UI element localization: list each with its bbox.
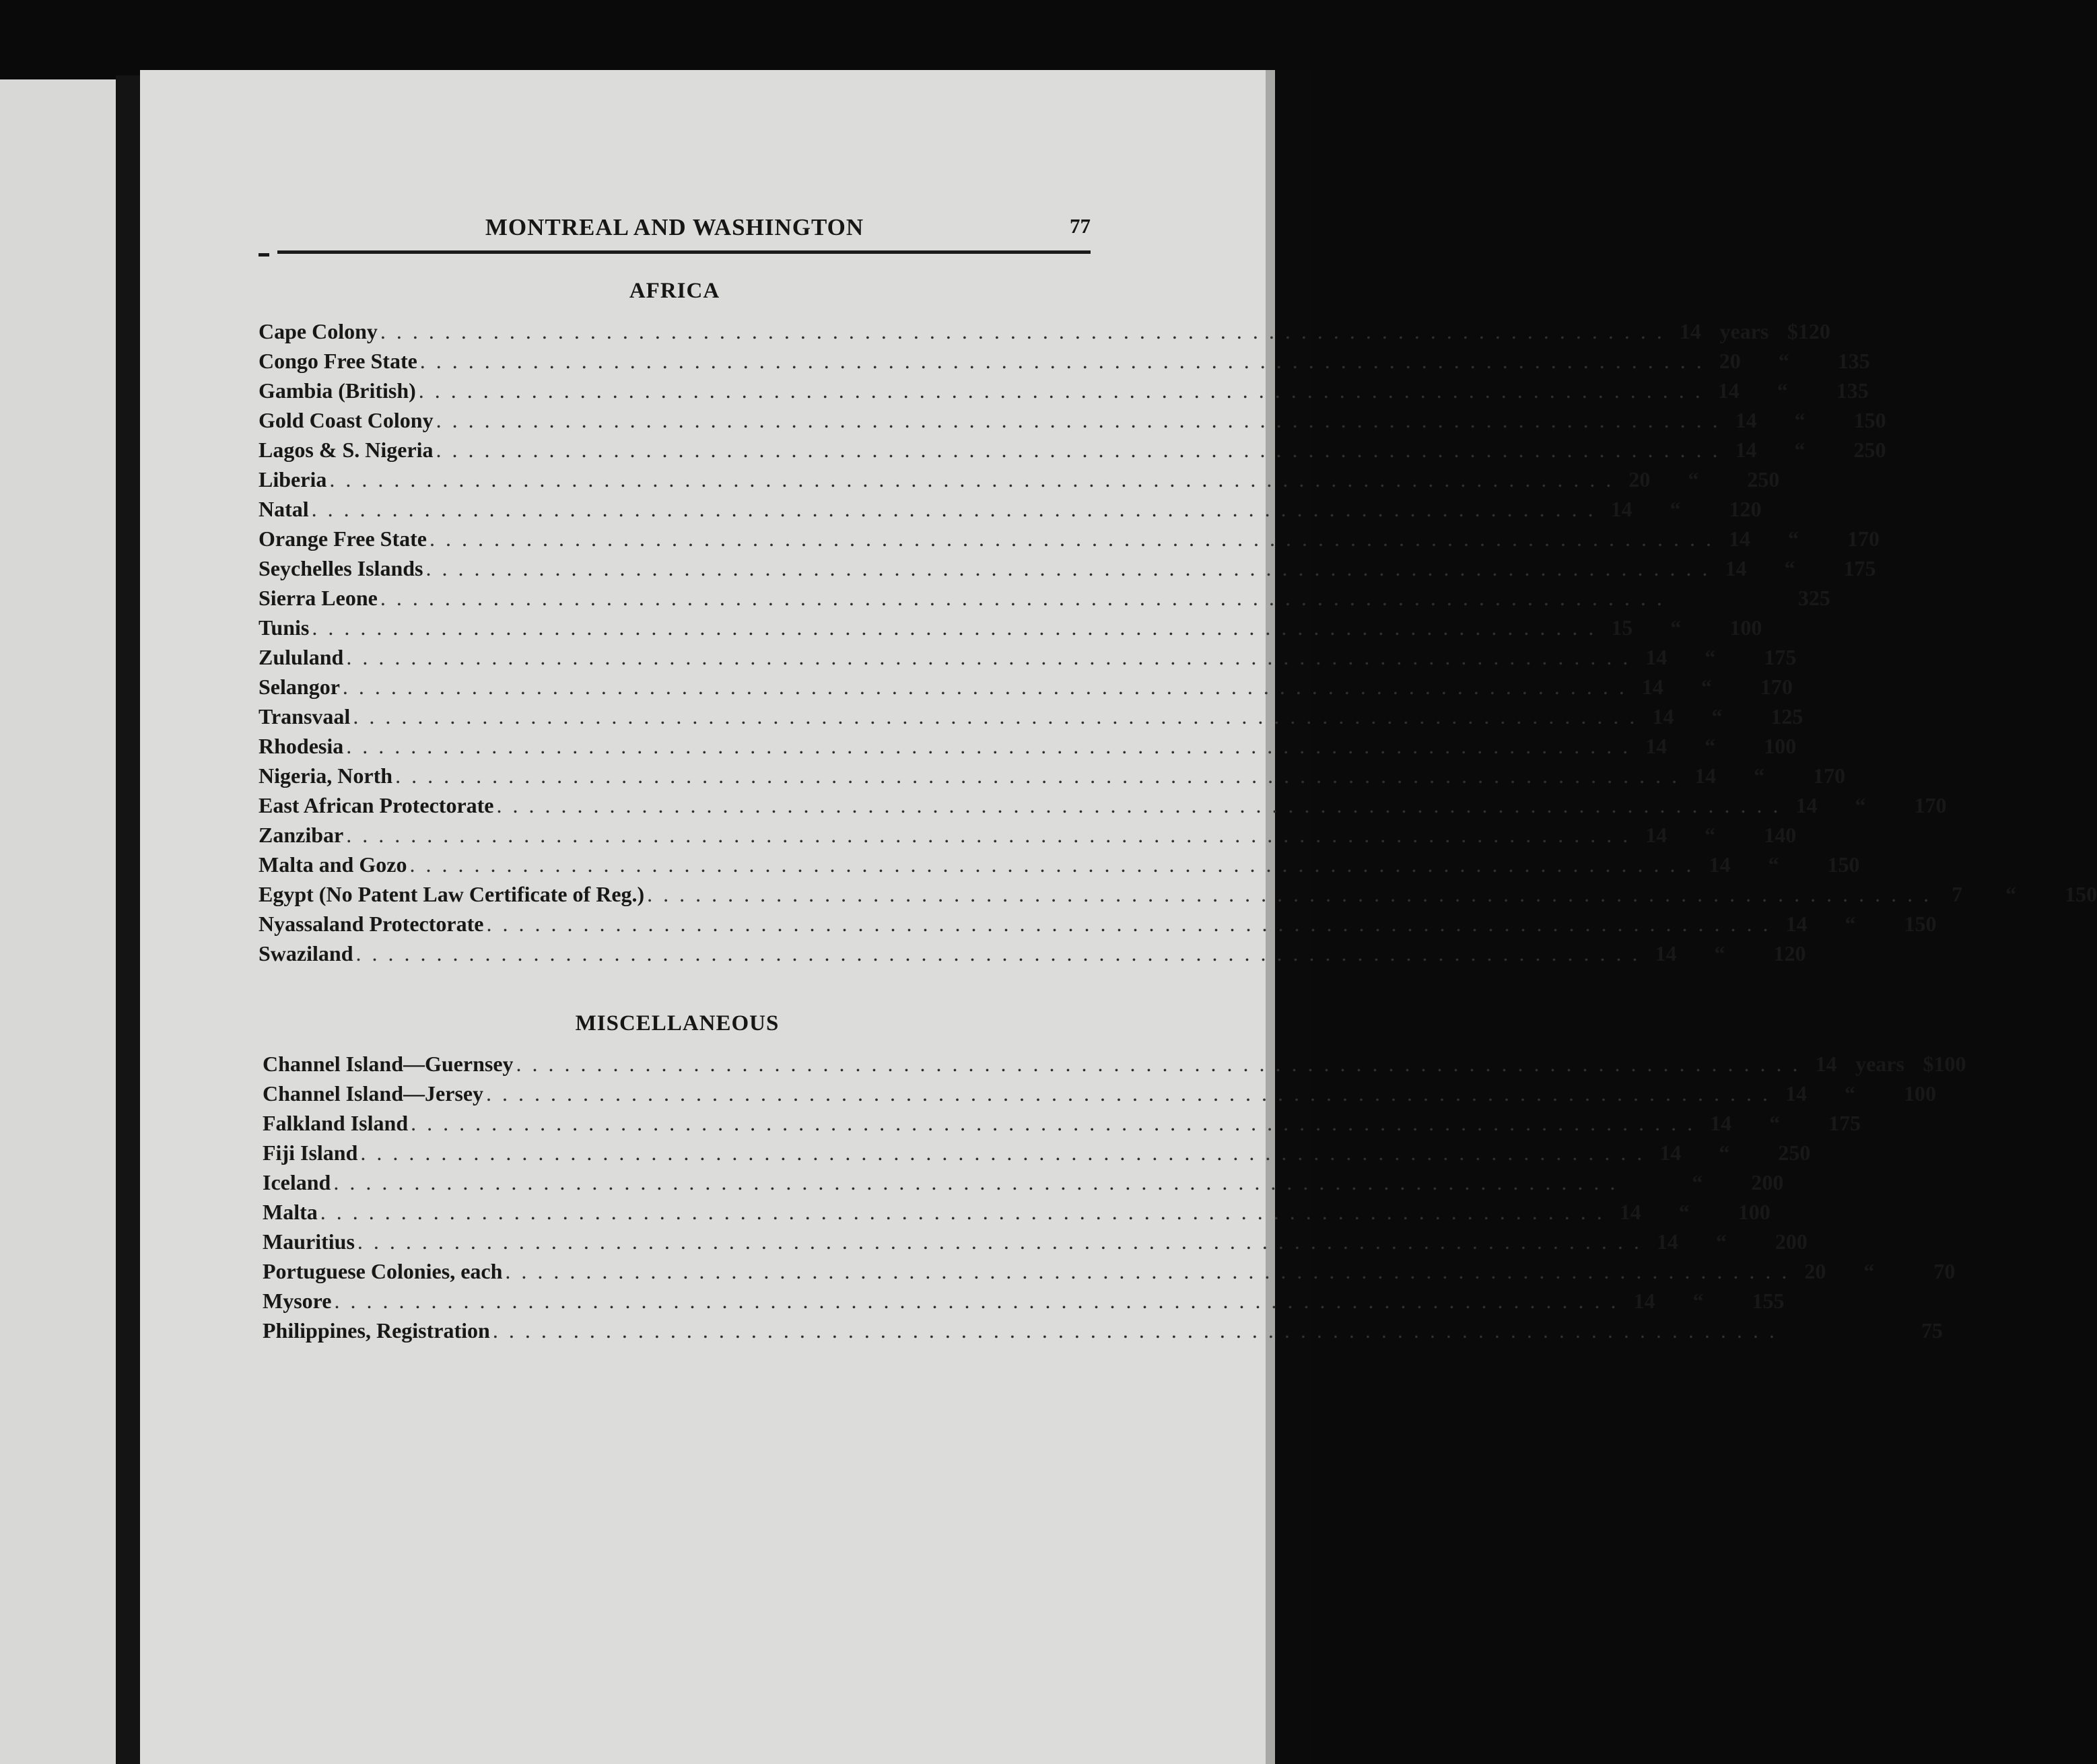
fee-amount: 100 xyxy=(1904,1081,1937,1106)
country-name: Egypt (No Patent Law Certificate of Reg.) xyxy=(259,882,645,906)
table-row xyxy=(259,734,1797,764)
term-unit: “ xyxy=(1787,527,1799,551)
country-name: Malta and Gozo xyxy=(259,852,407,877)
leader-dots: . . . . . . . . . . . . . . . . . . . . . . . . . . . . . . . . . . . . . . . . . . . . . . . . . . . . . . . . . . . . . . . . . . . . . . . . . . . . . . . . xyxy=(333,1170,1618,1194)
term-years: 14 xyxy=(1610,497,1632,521)
term-years: 14 xyxy=(1659,1141,1682,1165)
table-row xyxy=(259,764,1846,793)
term-unit: “ xyxy=(1700,675,1712,699)
country-name: Channel Island—Guernsey xyxy=(263,1052,514,1076)
table-row xyxy=(259,586,1830,615)
term-unit: “ xyxy=(1855,793,1866,817)
term-unit: “ xyxy=(1769,1111,1781,1135)
term-years: 14 xyxy=(1735,438,1757,462)
table-row xyxy=(263,1141,1811,1170)
table-row xyxy=(259,912,1937,941)
table-row xyxy=(259,438,1886,467)
country-name: Philippines, Registration xyxy=(263,1318,490,1343)
fee-amount: 250 xyxy=(1747,467,1780,491)
term-unit: “ xyxy=(1705,645,1716,669)
term-years: 14 xyxy=(1709,852,1731,877)
term-years: 14 xyxy=(1694,764,1717,788)
term-years: 14 xyxy=(1710,1111,1732,1135)
country-name: Falkland Island xyxy=(263,1111,409,1135)
table-row xyxy=(259,704,1803,734)
fee-amount: 140 xyxy=(1764,823,1797,847)
table-row xyxy=(263,1111,1861,1141)
table-row xyxy=(259,793,1947,823)
term-unit: “ xyxy=(1705,823,1716,847)
fee-amount: 200 xyxy=(1751,1170,1784,1194)
fee-amount: 175 xyxy=(1828,1111,1861,1135)
fee-amount: 100 xyxy=(1729,615,1762,640)
table-row xyxy=(263,1170,1784,1200)
book-spine xyxy=(116,75,140,1764)
term-years: 7 xyxy=(1952,882,1963,906)
fee-amount: 135 xyxy=(1837,349,1870,373)
leader-dots: . . . . . . . . . . . . . . . . . . . . . . . . . . . . . . . . . . . . . . . . . . . . . . . . . . . . . . . . . . . . . . . . . . . . . . . . . . . . . . . . xyxy=(395,764,1680,788)
leader-dots: . . . . . . . . . . . . . . . . . . . . . . . . . . . . . . . . . . . . . . . . . . . . . . . . . . . . . . . . . . . . . . . . . . . . . . . . . . . . . . . . xyxy=(355,941,1641,965)
fee-amount: 135 xyxy=(1836,378,1869,403)
country-name: Iceland xyxy=(263,1170,331,1194)
term-unit: “ xyxy=(2005,882,2017,906)
fee-amount: 155 xyxy=(1752,1289,1785,1313)
leader-dots: . . . . . . . . . . . . . . . . . . . . . . . . . . . . . . . . . . . . . . . . . . . . . . . . . . . . . . . . . . . . . . . . . . . . . . . . . . . . . . . . xyxy=(346,734,1631,758)
leader-dots: . . . . . . . . . . . . . . . . . . . . . . . . . . . . . . . . . . . . . . . . . . . . . . . . . . . . . . . . . . . . . . . . . . . . . . . . . . . . . . . . xyxy=(516,1052,1801,1076)
country-name: Liberia xyxy=(259,467,327,491)
fee-amount: 100 xyxy=(1738,1200,1771,1224)
head-rule xyxy=(277,250,1091,254)
page-number: 77 xyxy=(1070,214,1091,238)
leader-dots: . . . . . . . . . . . . . . . . . . . . . . . . . . . . . . . . . . . . . . . . . . . . . . . . . . . . . . . . . . . . . . . . . . . . . . . . . . . . . . . . xyxy=(436,438,1721,462)
country-name: Cape Colony xyxy=(259,319,378,343)
fee-amount: 75 xyxy=(1921,1318,1943,1343)
table-row xyxy=(259,556,1876,586)
term-unit: years xyxy=(1855,1052,1904,1076)
term-years: 14 xyxy=(1655,941,1677,965)
country-name: Mysore xyxy=(263,1289,332,1313)
fee-amount: 150 xyxy=(1904,912,1937,936)
leader-dots: . . . . . . . . . . . . . . . . . . . . . . . . . . . . . . . . . . . . . . . . . . . . . . . . . . . . . . . . . . . . . . . . . . . . . . . . . . . . . . . . xyxy=(360,1141,1645,1165)
term-years: 14 xyxy=(1717,378,1740,403)
table-row xyxy=(263,1200,1771,1229)
country-name: Channel Island—Jersey xyxy=(263,1081,484,1106)
term-years: 14 xyxy=(1652,704,1674,728)
term-unit: years xyxy=(1719,319,1769,343)
term-years: 14 xyxy=(1815,1052,1837,1076)
term-years: 14 xyxy=(1633,1289,1655,1313)
leader-dots: . . . . . . . . . . . . . . . . . . . . . . . . . . . . . . . . . . . . . . . . . . . . . . . . . . . . . . . . . . . . . . . . . . . . . . . . . . . . . . . . xyxy=(505,1259,1790,1283)
country-name: Rhodesia xyxy=(259,734,344,758)
leader-dots: . . . . . . . . . . . . . . . . . . . . . . . . . . . . . . . . . . . . . . . . . . . . . . . . . . . . . . . . . . . . . . . . . . . . . . . . . . . . . . . . xyxy=(334,1289,1619,1313)
leader-dots: . . . . . . . . . . . . . . . . . . . . . . . . . . . . . . . . . . . . . . . . . . . . . . . . . . . . . . . . . . . . . . . . . . . . . . . . . . . . . . . . xyxy=(425,556,1711,580)
country-name: Portuguese Colonies, each xyxy=(263,1259,503,1283)
term-unit: “ xyxy=(1784,556,1795,580)
table-row xyxy=(259,823,1797,852)
facing-page-edge xyxy=(0,79,120,1764)
fee-amount: 325 xyxy=(1797,586,1830,610)
term-unit: “ xyxy=(1715,1229,1727,1254)
leader-dots: . . . . . . . . . . . . . . . . . . . . . . . . . . . . . . . . . . . . . . . . . . . . . . . . . . . . . . . . . . . . . . . . . . . . . . . . . . . . . . . . xyxy=(418,378,1703,403)
country-name: Gambia (British) xyxy=(259,378,416,403)
table-row xyxy=(259,527,1880,556)
fee-amount: 150 xyxy=(2065,882,2097,906)
country-name: Nyassaland Protectorate xyxy=(259,912,484,936)
leader-dots: . . . . . . . . . . . . . . . . . . . . . . . . . . . . . . . . . . . . . . . . . . . . . . . . . . . . . . . . . . . . . . . . . . . . . . . . . . . . . . . . xyxy=(409,852,1694,877)
table-row xyxy=(259,497,1762,527)
country-name: Zululand xyxy=(259,645,344,669)
term-unit: “ xyxy=(1705,734,1716,758)
leader-dots: . . . . . . . . . . . . . . . . . . . . . . . . . . . . . . . . . . . . . . . . . . . . . . . . . . . . . . . . . . . . . . . . . . . . . . . . . . . . . . . . xyxy=(380,319,1665,343)
term-years: 14 xyxy=(1656,1229,1678,1254)
leader-dots: . . . . . . . . . . . . . . . . . . . . . . . . . . . . . . . . . . . . . . . . . . . . . . . . . . . . . . . . . . . . . . . . . . . . . . . . . . . . . . . . xyxy=(486,1081,1771,1106)
fee-amount: 150 xyxy=(1827,852,1860,877)
country-name: Nigeria, North xyxy=(259,764,393,788)
running-head xyxy=(259,214,1091,248)
fee-amount: 170 xyxy=(1847,527,1880,551)
table-row xyxy=(263,1229,1808,1259)
fee-amount: 125 xyxy=(1771,704,1803,728)
term-years: 20 xyxy=(1719,349,1741,373)
table-row xyxy=(259,319,1830,349)
fee-amount: 200 xyxy=(1775,1229,1808,1254)
term-unit: “ xyxy=(1714,941,1725,965)
leader-dots: . . . . . . . . . . . . . . . . . . . . . . . . . . . . . . . . . . . . . . . . . . . . . . . . . . . . . . . . . . . . . . . . . . . . . . . . . . . . . . . . xyxy=(380,586,1665,610)
country-name: East African Protectorate xyxy=(259,793,494,817)
table-row xyxy=(259,852,1860,882)
head-rule-mark xyxy=(259,253,269,257)
leader-dots: . . . . . . . . . . . . . . . . . . . . . . . . . . . . . . . . . . . . . . . . . . . . . . . . . . . . . . . . . . . . . . . . . . . . . . . . . . . . . . . . xyxy=(436,408,1721,432)
country-name: Zanzibar xyxy=(259,823,344,847)
fee-amount: 70 xyxy=(1933,1259,1956,1283)
term-years: 14 xyxy=(1679,319,1701,343)
term-unit: “ xyxy=(1692,1289,1704,1313)
leader-dots: . . . . . . . . . . . . . . . . . . . . . . . . . . . . . . . . . . . . . . . . . . . . . . . . . . . . . . . . . . . . . . . . . . . . . . . . . . . . . . . . xyxy=(346,645,1631,669)
fee-amount: 150 xyxy=(1853,408,1886,432)
table-row xyxy=(259,467,1780,497)
term-unit: “ xyxy=(1768,852,1779,877)
term-years: 14 xyxy=(1645,734,1668,758)
country-name: Tunis xyxy=(259,615,310,640)
country-name: Selangor xyxy=(259,675,340,699)
term-unit: “ xyxy=(1863,1259,1875,1283)
table-row xyxy=(263,1052,1966,1081)
term-years: 14 xyxy=(1725,556,1747,580)
term-years: 20 xyxy=(1804,1259,1826,1283)
term-years: 14 xyxy=(1645,645,1668,669)
leader-dots: . . . . . . . . . . . . . . . . . . . . . . . . . . . . . . . . . . . . . . . . . . . . . . . . . . . . . . . . . . . . . . . . . . . . . . . . . . . . . . . . xyxy=(486,912,1771,936)
fee-amount: 100 xyxy=(1764,734,1797,758)
leader-dots: . . . . . . . . . . . . . . . . . . . . . . . . . . . . . . . . . . . . . . . . . . . . . . . . . . . . . . . . . . . . . . . . . . . . . . . . . . . . . . . . xyxy=(342,675,1627,699)
leader-dots: . . . . . . . . . . . . . . . . . . . . . . . . . . . . . . . . . . . . . . . . . . . . . . . . . . . . . . . . . . . . . . . . . . . . . . . . . . . . . . . . xyxy=(647,882,1932,906)
term-unit: “ xyxy=(1711,704,1723,728)
leader-dots: . . . . . . . . . . . . . . . . . . . . . . . . . . . . . . . . . . . . . . . . . . . . . . . . . . . . . . . . . . . . . . . . . . . . . . . . . . . . . . . . xyxy=(320,1200,1605,1224)
table-row xyxy=(259,349,1870,378)
leader-dots: . . . . . . . . . . . . . . . . . . . . . . . . . . . . . . . . . . . . . . . . . . . . . . . . . . . . . . . . . . . . . . . . . . . . . . . . . . . . . . . . xyxy=(357,1229,1642,1254)
africa-entry-list xyxy=(259,319,2097,971)
term-years: 14 xyxy=(1645,823,1668,847)
section-heading-miscellaneous: MISCELLANEOUS xyxy=(575,1011,780,1036)
table-row xyxy=(259,941,1806,971)
country-name: Swaziland xyxy=(259,941,353,965)
section-heading-africa: AFRICA xyxy=(629,279,720,303)
table-row xyxy=(259,882,2097,912)
table-row xyxy=(259,675,1793,704)
term-years: 20 xyxy=(1628,467,1651,491)
leader-dots: . . . . . . . . . . . . . . . . . . . . . . . . . . . . . . . . . . . . . . . . . . . . . . . . . . . . . . . . . . . . . . . . . . . . . . . . . . . . . . . . xyxy=(419,349,1705,373)
running-head-title: MONTREAL AND WASHINGTON xyxy=(485,214,864,240)
leader-dots: . . . . . . . . . . . . . . . . . . . . . . . . . . . . . . . . . . . . . . . . . . . . . . . . . . . . . . . . . . . . . . . . . . . . . . . . . . . . . . . . xyxy=(346,823,1631,847)
miscellaneous-entry-list xyxy=(263,1052,1966,1348)
country-name: Sierra Leone xyxy=(259,586,378,610)
term-unit: “ xyxy=(1777,378,1788,403)
term-unit: “ xyxy=(1845,1081,1856,1106)
leader-dots: . . . . . . . . . . . . . . . . . . . . . . . . . . . . . . . . . . . . . . . . . . . . . . . . . . . . . . . . . . . . . . . . . . . . . . . . . . . . . . . . xyxy=(411,1111,1696,1135)
term-unit: “ xyxy=(1794,438,1806,462)
fee-amount: 250 xyxy=(1778,1141,1811,1165)
fee-amount: 175 xyxy=(1843,556,1876,580)
country-name: Lagos & S. Nigeria xyxy=(259,438,434,462)
table-row xyxy=(263,1289,1785,1318)
term-unit: “ xyxy=(1719,1141,1730,1165)
leader-dots: . . . . . . . . . . . . . . . . . . . . . . . . . . . . . . . . . . . . . . . . . . . . . . . . . . . . . . . . . . . . . . . . . . . . . . . . . . . . . . . . xyxy=(429,527,1714,551)
fee-amount: 170 xyxy=(1813,764,1846,788)
leader-dots: . . . . . . . . . . . . . . . . . . . . . . . . . . . . . . . . . . . . . . . . . . . . . . . . . . . . . . . . . . . . . . . . . . . . . . . . . . . . . . . . xyxy=(311,497,1596,521)
term-unit: “ xyxy=(1845,912,1856,936)
fee-amount: 120 xyxy=(1729,497,1762,521)
leader-dots: . . . . . . . . . . . . . . . . . . . . . . . . . . . . . . . . . . . . . . . . . . . . . . . . . . . . . . . . . . . . . . . . . . . . . . . . . . . . . . . . xyxy=(329,467,1614,491)
term-years: 14 xyxy=(1728,527,1750,551)
term-unit: “ xyxy=(1678,1200,1690,1224)
table-row xyxy=(259,408,1886,438)
term-unit: “ xyxy=(1670,497,1681,521)
table-row xyxy=(263,1081,1937,1111)
country-name: Gold Coast Colony xyxy=(259,408,434,432)
leader-dots: . . . . . . . . . . . . . . . . . . . . . . . . . . . . . . . . . . . . . . . . . . . . . . . . . . . . . . . . . . . . . . . . . . . . . . . . . . . . . . . . xyxy=(492,1318,1777,1343)
country-name: Mauritius xyxy=(263,1229,355,1254)
term-unit: “ xyxy=(1754,764,1765,788)
table-row xyxy=(259,615,1762,645)
leader-dots: . . . . . . . . . . . . . . . . . . . . . . . . . . . . . . . . . . . . . . . . . . . . . . . . . . . . . . . . . . . . . . . . . . . . . . . . . . . . . . . . xyxy=(496,793,1781,817)
fee-amount: $120 xyxy=(1787,319,1830,343)
term-years: 14 xyxy=(1795,793,1818,817)
country-name: Seychelles Islands xyxy=(259,556,423,580)
term-years: 14 xyxy=(1735,408,1757,432)
leader-dots: . . . . . . . . . . . . . . . . . . . . . . . . . . . . . . . . . . . . . . . . . . . . . . . . . . . . . . . . . . . . . . . . . . . . . . . . . . . . . . . . xyxy=(353,704,1638,728)
table-row xyxy=(263,1318,1943,1348)
term-unit: “ xyxy=(1670,615,1682,640)
country-name: Orange Free State xyxy=(259,527,427,551)
table-row xyxy=(263,1259,1956,1289)
term-years: 14 xyxy=(1785,1081,1808,1106)
term-unit: “ xyxy=(1778,349,1789,373)
country-name: Congo Free State xyxy=(259,349,417,373)
fee-amount: $100 xyxy=(1923,1052,1966,1076)
term-unit: “ xyxy=(1794,408,1806,432)
country-name: Malta xyxy=(263,1200,318,1224)
fee-amount: 175 xyxy=(1764,645,1797,669)
term-unit: “ xyxy=(1692,1170,1703,1194)
fee-amount: 120 xyxy=(1773,941,1806,965)
fee-amount: 250 xyxy=(1853,438,1886,462)
country-name: Fiji Island xyxy=(263,1141,358,1165)
country-name: Transvaal xyxy=(259,704,351,728)
table-row xyxy=(259,645,1797,675)
term-years: 14 xyxy=(1641,675,1663,699)
leader-dots: . . . . . . . . . . . . . . . . . . . . . . . . . . . . . . . . . . . . . . . . . . . . . . . . . . . . . . . . . . . . . . . . . . . . . . . . . . . . . . . . xyxy=(312,615,1597,640)
fee-amount: 170 xyxy=(1914,793,1947,817)
term-years: 15 xyxy=(1611,615,1633,640)
term-years: 14 xyxy=(1619,1200,1641,1224)
term-years: 14 xyxy=(1785,912,1808,936)
table-row xyxy=(259,378,1869,408)
fee-amount: 170 xyxy=(1760,675,1793,699)
term-unit: “ xyxy=(1688,467,1699,491)
country-name: Natal xyxy=(259,497,309,521)
